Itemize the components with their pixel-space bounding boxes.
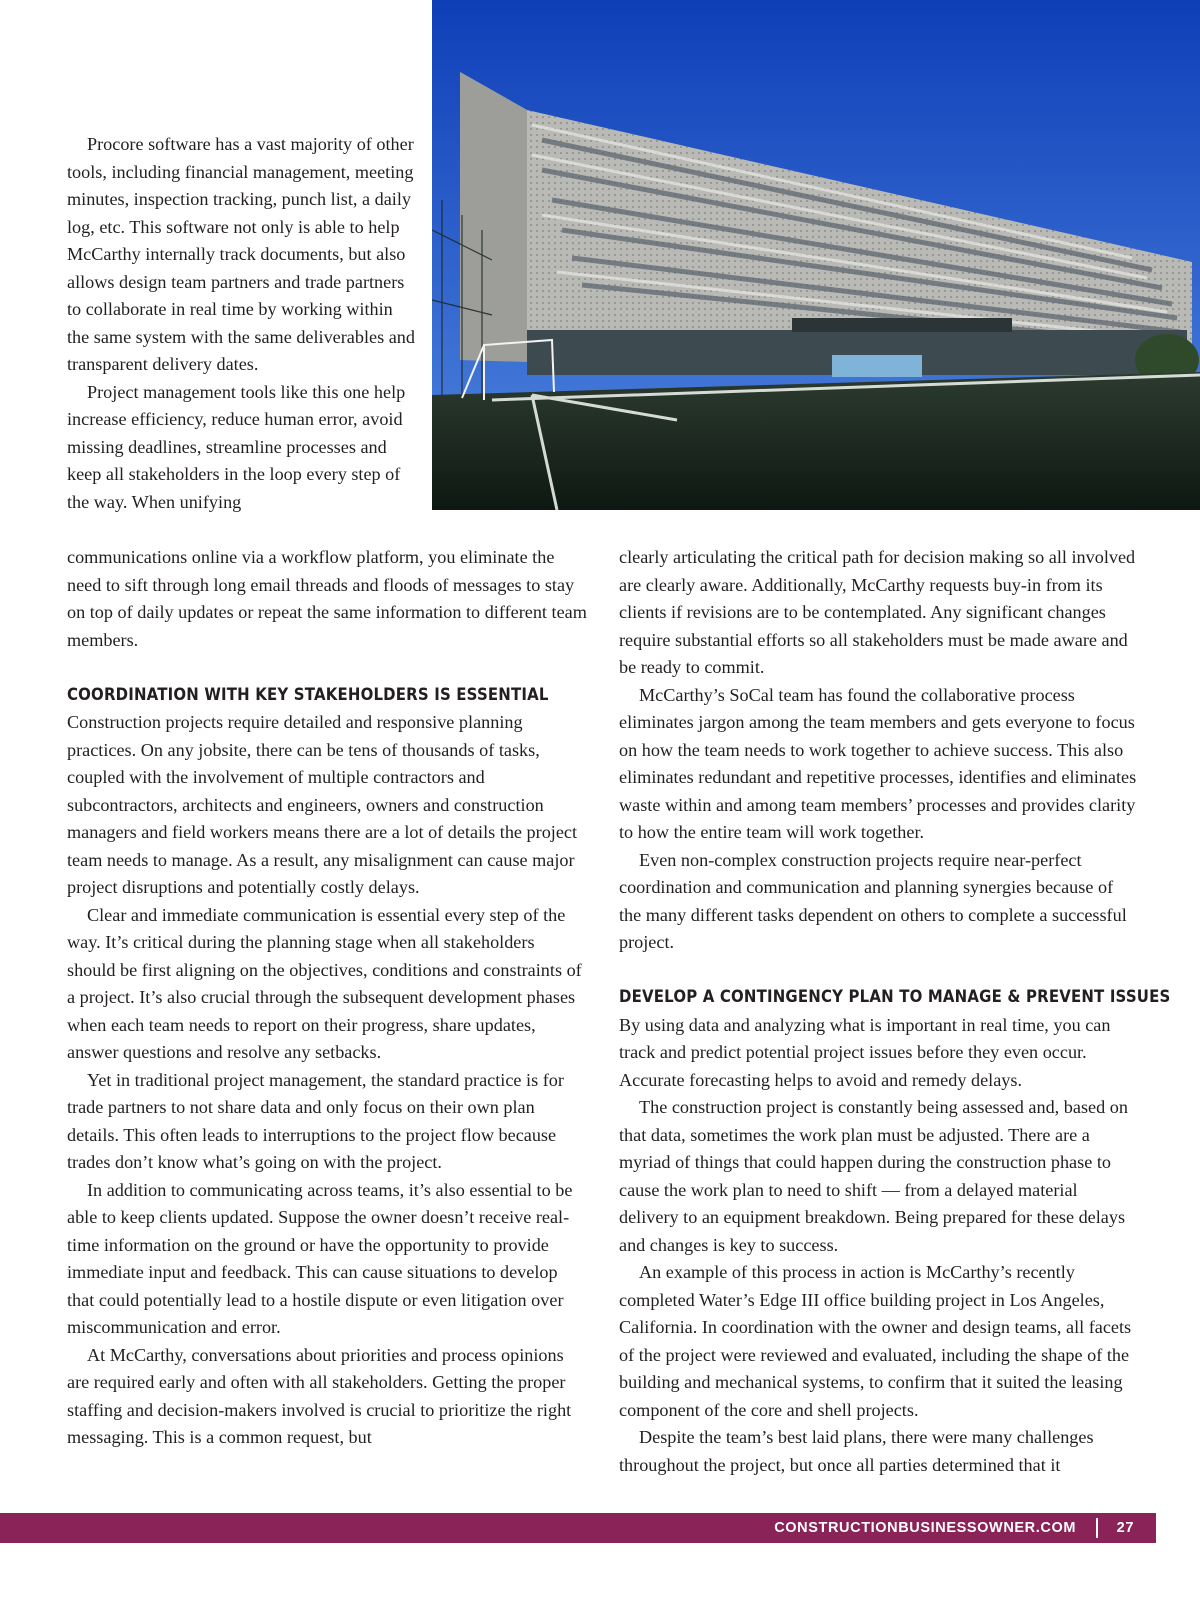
section-heading: COORDINATION WITH KEY STAKEHOLDERS IS ESSENTIAL [67, 684, 549, 705]
body-paragraph: By using data and analyzing what is important in real time, you can track and predict potential project issues before they even occur. Accurate forecasting helps to avoid and remedy delays. [619, 1014, 1111, 1090]
body-paragraph: communications online via a workflow platform, you eliminate the need to sift through long email threads and floods of messages to stay on top of daily updates or repeat the same information to different team members. [67, 547, 587, 650]
left-column [67, 544, 587, 1452]
intro-column [67, 131, 417, 516]
body-paragraph: In addition to communicating across teams, it’s also essential to be able to keep clients updated. Suppose the owner doesn’t receive real-time information on the ground or have the opportunity to provide immediate input and feedback. This can cause situations to develop that could potentially lead to a hostile dispute or even litigation over miscommunication and error. [67, 1179, 573, 1337]
body-paragraph: An example of this process in action is McCarthy’s recently completed Water’s Edge III office building project in Los Angeles, California. In coordination with the owner and design teams, all facets of the project were reviewed and evaluated, including the shape of the building and mechanical systems, to confirm that it suited the leasing component of the core and shell projects. [619, 1262, 1132, 1420]
body-paragraph: Despite the team’s best laid plans, there were many challenges throughout the project, but once all parties determined that it [619, 1427, 1094, 1475]
body-paragraph: Procore software has a vast majority of other tools, including financial management, meeting minutes, inspection tracking, punch list, a daily log, etc. This software not only is able to help McCarthy internally track documents, but also allows design team partners and trade partners to collaborate in real time by working within the same system with the same deliverables and transparent delivery dates. [67, 134, 415, 374]
body-paragraph: At McCarthy, conversations about priorities and process opinions are required early and often with all stakeholders. Getting the proper staffing and decision-makers involved is crucial to prioritize the right messaging. This is a common request, but [67, 1344, 572, 1447]
footer-site-link[interactable]: CONSTRUCTIONBUSINESSOWNER.COM [774, 1520, 1076, 1536]
footer-divider [1096, 1518, 1098, 1538]
page-footer [0, 1513, 1156, 1543]
body-paragraph: Construction projects require detailed and responsive planning practices. On any jobsite, there can be tens of thousands of tasks, coupled with the involvement of multiple contractors and subcontractors, architects and engineers, owners and construction managers and field workers means there are a lot of details the project team needs to manage. As a result, any misalignment can cause major project disruptions and potentially costly delays. [67, 712, 578, 897]
body-paragraph: clearly articulating the critical path for decision making so all involved are clearly aware. Additionally, McCarthy requests buy-in from its clients if revisions are to be contemplated. Any significant changes require substantial efforts so all stakeholders must be made aware and be ready to commit. [619, 547, 1136, 677]
body-paragraph: McCarthy’s SoCal team has found the collaborative process eliminates jargon among the team members and gets everyone to focus on how the team needs to work together to achieve success. This also eliminates redundant and repetitive processes, identifies and eliminates waste within and among team members’ processes and provides clarity to how the entire team will work together. [619, 684, 1137, 842]
body-paragraph: Clear and immediate communication is essential every step of the way. It’s critical during the planning stage when all stakeholders should be first aligning on the objectives, conditions and constraints of a project. It’s also crucial through the subsequent development phases when each team needs to report on their progress, share updates, answer questions and resolve any setbacks. [67, 904, 582, 1062]
right-column [619, 544, 1171, 1479]
body-paragraph: Project management tools like this one help increase efficiency, reduce human error, avoid missing deadlines, streamline processes and keep all stakeholders in the loop every step of the way. When unifying [67, 381, 406, 512]
section-heading: DEVELOP A CONTINGENCY PLAN TO MANAGE & PREVENT ISSUES [619, 987, 1171, 1007]
body-paragraph: The construction project is constantly being assessed and, based on that data, sometimes the work plan must be adjusted. There are a myriad of things that could happen during the construction phase to cause the work plan to need to shift — from a delayed material delivery to an equipment breakdown. Being prepared for these delays and changes is key to success. [619, 1097, 1128, 1255]
body-paragraph: Even non-complex construction projects require near-perfect coordination and communication and planning synergies because of the many different tasks dependent on others to complete a successful project. [619, 849, 1127, 952]
building-photo [432, 0, 1200, 510]
page-number: 27 [1116, 1520, 1134, 1536]
body-paragraph: Yet in traditional project management, the standard practice is for trade partners to not share data and only focus on their own plan details. This often leads to interruptions to the project flow because trades don’t know what’s going on with the project. [67, 1069, 564, 1172]
